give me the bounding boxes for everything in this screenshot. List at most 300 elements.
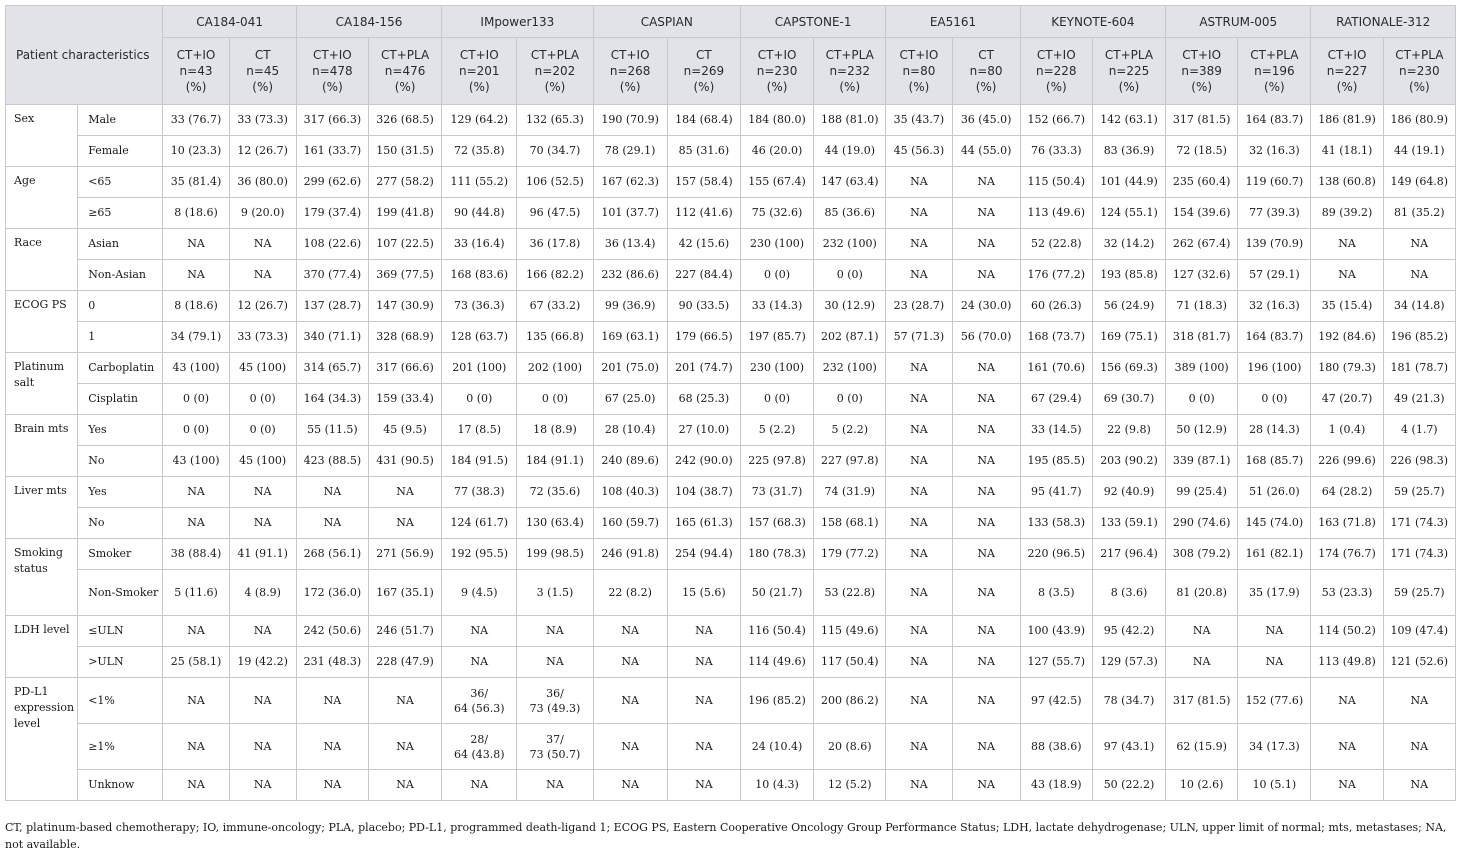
table-row	[6, 477, 1456, 508]
arm-header-line: CT+PLA	[380, 48, 430, 62]
table-row	[6, 229, 1456, 260]
table-header	[6, 6, 1456, 105]
value-cell: 179 (37.4)	[296, 198, 368, 229]
arm-header	[740, 38, 813, 105]
subcategory-label: Non-Asian	[78, 260, 163, 291]
value-cell: 53 (22.8)	[814, 570, 886, 616]
value-cell: 24 (30.0)	[952, 291, 1020, 322]
value-cell: 172 (36.0)	[296, 570, 368, 616]
value-cell: NA	[517, 647, 593, 678]
value-cell: 254 (94.4)	[667, 539, 740, 570]
value-line: 64 (43.8)	[453, 747, 505, 761]
value-cell: 107 (22.5)	[368, 229, 441, 260]
subcategory-label: <65	[78, 167, 163, 198]
arm-header	[1383, 38, 1455, 105]
value-cell: 19 (42.2)	[229, 647, 296, 678]
value-cell: 186 (81.9)	[1311, 105, 1383, 136]
value-cell: 318 (81.7)	[1166, 322, 1238, 353]
value-cell: NA	[667, 724, 740, 770]
value-cell: NA	[952, 477, 1020, 508]
value-cell: NA	[229, 616, 296, 647]
trial-header: CASPIAN	[593, 6, 740, 38]
value-cell: 115 (50.4)	[1020, 167, 1092, 198]
arm-header	[593, 38, 667, 105]
value-cell: 246 (51.7)	[368, 616, 441, 647]
value-cell: 217 (96.4)	[1092, 539, 1165, 570]
value-cell: 36 (80.0)	[229, 167, 296, 198]
value-cell: NA	[296, 477, 368, 508]
value-cell: NA	[368, 508, 441, 539]
value-cell: 69 (30.7)	[1092, 384, 1165, 415]
arm-header-line: (%)	[1191, 80, 1213, 94]
value-cell: 240 (89.6)	[593, 446, 667, 477]
value-cell: 44 (19.0)	[814, 136, 886, 167]
value-line: 36/	[470, 686, 489, 700]
value-cell: 232 (100)	[814, 353, 886, 384]
table-container	[5, 5, 1456, 801]
value-cell: NA	[1311, 678, 1383, 724]
arm-header-line: CT	[254, 48, 271, 62]
arm-header	[886, 38, 952, 105]
value-cell: NA	[667, 616, 740, 647]
value-cell: 36 (17.8)	[517, 229, 593, 260]
value-cell: 169 (75.1)	[1092, 322, 1165, 353]
value-cell: 184 (80.0)	[740, 105, 813, 136]
value-cell: 317 (66.6)	[368, 353, 441, 384]
value-cell: 81 (35.2)	[1383, 198, 1455, 229]
value-cell: NA	[1383, 229, 1455, 260]
table-row	[6, 384, 1456, 415]
value-cell: 28 (10.4)	[593, 415, 667, 446]
value-cell: 130 (63.4)	[517, 508, 593, 539]
subcategory-label: Smoker	[78, 539, 163, 570]
value-cell: 8 (3.6)	[1092, 570, 1165, 616]
value-cell: 150 (31.5)	[368, 136, 441, 167]
value-cell: NA	[886, 198, 952, 229]
value-cell: NA	[886, 229, 952, 260]
value-cell: 15 (5.6)	[667, 570, 740, 616]
value-cell: NA	[667, 770, 740, 801]
arm-header-line: n=80	[969, 64, 1003, 78]
value-cell: 228 (47.9)	[368, 647, 441, 678]
arm-header	[442, 38, 517, 105]
value-cell: 145 (74.0)	[1238, 508, 1311, 539]
value-cell: NA	[229, 724, 296, 770]
subcategory-label: Carboplatin	[78, 353, 163, 384]
value-cell: 226 (98.3)	[1383, 446, 1455, 477]
value-cell: 74 (31.9)	[814, 477, 886, 508]
value-cell: NA	[442, 616, 517, 647]
value-cell: 0 (0)	[163, 384, 229, 415]
value-cell: 158 (68.1)	[814, 508, 886, 539]
arm-header-line: CT+IO	[459, 48, 499, 62]
value-cell: 5 (2.2)	[740, 415, 813, 446]
value-cell: 30 (12.9)	[814, 291, 886, 322]
value-cell: NA	[1311, 770, 1383, 801]
value-cell: NA	[886, 647, 952, 678]
value-cell: 0 (0)	[1166, 384, 1238, 415]
arm-header-line: (%)	[975, 80, 997, 94]
value-cell: 32 (16.3)	[1238, 136, 1311, 167]
value-cell: NA	[1166, 647, 1238, 678]
table-row	[6, 322, 1456, 353]
value-cell: 314 (65.7)	[296, 353, 368, 384]
arm-header-line: (%)	[394, 80, 416, 94]
arm-header-line: CT+IO	[1182, 48, 1222, 62]
value-cell: 5 (11.6)	[163, 570, 229, 616]
arm-header-line: n=225	[1108, 64, 1150, 78]
value-cell: 200 (86.2)	[814, 678, 886, 724]
value-cell: 161 (33.7)	[296, 136, 368, 167]
value-cell: 230 (100)	[740, 353, 813, 384]
characteristic-label: Platinum salt	[6, 353, 78, 415]
arm-header-line: n=80	[902, 64, 936, 78]
value-line: 37/	[546, 732, 564, 746]
characteristic-label: Brain mts	[6, 415, 78, 477]
value-cell: 3 (1.5)	[517, 570, 593, 616]
value-cell: 227 (84.4)	[667, 260, 740, 291]
value-cell: 57 (71.3)	[886, 322, 952, 353]
value-cell: 89 (39.2)	[1311, 198, 1383, 229]
value-cell: 116 (50.4)	[740, 616, 813, 647]
value-cell: 76 (33.3)	[1020, 136, 1092, 167]
value-cell: 271 (56.9)	[368, 539, 441, 570]
value-cell: 192 (84.6)	[1311, 322, 1383, 353]
value-cell: 33 (14.3)	[740, 291, 813, 322]
trial-header: CAPSTONE-1	[740, 6, 885, 38]
value-cell: NA	[368, 477, 441, 508]
value-cell: 167 (35.1)	[368, 570, 441, 616]
value-cell: 157 (68.3)	[740, 508, 813, 539]
arm-header	[163, 38, 229, 105]
value-cell: 67 (25.0)	[593, 384, 667, 415]
value-cell: 155 (67.4)	[740, 167, 813, 198]
value-cell: 50 (12.9)	[1166, 415, 1238, 446]
trial-header: CA184-156	[296, 6, 441, 38]
arm-header-line: CT+IO	[610, 48, 650, 62]
value-cell: 0 (0)	[229, 384, 296, 415]
value-cell: 168 (85.7)	[1238, 446, 1311, 477]
table-row	[6, 446, 1456, 477]
value-cell: 202 (87.1)	[814, 322, 886, 353]
value-cell: 10 (23.3)	[163, 136, 229, 167]
value-cell: NA	[229, 678, 296, 724]
value-cell: 60 (26.3)	[1020, 291, 1092, 322]
value-cell: NA	[952, 647, 1020, 678]
arm-header-line: n=201	[458, 64, 500, 78]
value-cell: NA	[1311, 724, 1383, 770]
value-cell: 112 (41.6)	[667, 198, 740, 229]
value-cell: 167 (62.3)	[593, 167, 667, 198]
arm-header-line: CT+PLA	[825, 48, 874, 62]
value-cell: 85 (36.6)	[814, 198, 886, 229]
value-cell: 199 (98.5)	[517, 539, 593, 570]
value-cell: 192 (95.5)	[442, 539, 517, 570]
value-cell: 12 (26.7)	[229, 136, 296, 167]
value-cell: NA	[952, 384, 1020, 415]
value-cell: 160 (59.7)	[593, 508, 667, 539]
value-cell: 0 (0)	[740, 260, 813, 291]
value-cell: 164 (83.7)	[1238, 105, 1311, 136]
characteristic-label: Age	[6, 167, 78, 229]
value-cell: NA	[667, 678, 740, 724]
value-cell: 0 (0)	[229, 415, 296, 446]
value-cell: 196 (85.2)	[740, 678, 813, 724]
value-cell: NA	[952, 198, 1020, 229]
table-row	[6, 198, 1456, 229]
value-cell: 201 (74.7)	[667, 353, 740, 384]
value-cell: 4 (1.7)	[1383, 415, 1455, 446]
value-cell: NA	[886, 770, 952, 801]
value-cell: 226 (99.6)	[1311, 446, 1383, 477]
value-cell: 51 (26.0)	[1238, 477, 1311, 508]
value-cell: 235 (60.4)	[1166, 167, 1238, 198]
value-cell: 10 (2.6)	[1166, 770, 1238, 801]
value-cell: NA	[886, 167, 952, 198]
value-cell: NA	[886, 477, 952, 508]
table-row	[6, 260, 1456, 291]
arm-header	[1311, 38, 1383, 105]
value-cell: NA	[1166, 616, 1238, 647]
value-cell: 72 (18.5)	[1166, 136, 1238, 167]
value-cell: 41 (91.1)	[229, 539, 296, 570]
value-cell: 168 (83.6)	[442, 260, 517, 291]
subcategory-label: Asian	[78, 229, 163, 260]
arm-header	[952, 38, 1020, 105]
value-cell: 97 (43.1)	[1092, 724, 1165, 770]
value-cell: 137 (28.7)	[296, 291, 368, 322]
value-cell: 127 (55.7)	[1020, 647, 1092, 678]
value-cell: 95 (41.7)	[1020, 477, 1092, 508]
value-cell: 56 (24.9)	[1092, 291, 1165, 322]
table-row	[6, 291, 1456, 322]
value-cell: 67 (29.4)	[1020, 384, 1092, 415]
value-cell: NA	[952, 508, 1020, 539]
value-cell: NA	[952, 446, 1020, 477]
value-cell: 33 (73.3)	[229, 322, 296, 353]
value-cell: 101 (37.7)	[593, 198, 667, 229]
value-cell: 220 (96.5)	[1020, 539, 1092, 570]
value-cell: 370 (77.4)	[296, 260, 368, 291]
value-cell: 135 (66.8)	[517, 322, 593, 353]
value-cell: 171 (74.3)	[1383, 539, 1455, 570]
value-cell: 277 (58.2)	[368, 167, 441, 198]
subcategory-label: <1%	[78, 678, 163, 724]
arm-header-line: n=232	[829, 64, 871, 78]
value-cell: 196 (85.2)	[1383, 322, 1455, 353]
value-cell: 17 (8.5)	[442, 415, 517, 446]
value-cell: 180 (78.3)	[740, 539, 813, 570]
value-cell: 68 (25.3)	[667, 384, 740, 415]
value-cell: 232 (100)	[814, 229, 886, 260]
value-cell: 193 (85.8)	[1092, 260, 1165, 291]
table-row	[6, 570, 1456, 616]
value-cell: 0 (0)	[740, 384, 813, 415]
value-cell: NA	[442, 647, 517, 678]
arm-header-line: (%)	[839, 80, 861, 94]
arm-header-line: CT+IO	[899, 48, 939, 62]
value-cell: 188 (81.0)	[814, 105, 886, 136]
value-cell: NA	[952, 570, 1020, 616]
subcategory-label: Non-Smoker	[78, 570, 163, 616]
value-cell: 129 (57.3)	[1092, 647, 1165, 678]
value-cell: 152 (66.7)	[1020, 105, 1092, 136]
value-cell: NA	[886, 384, 952, 415]
arm-header	[667, 38, 740, 105]
value-cell: 154 (39.6)	[1166, 198, 1238, 229]
value-cell: NA	[1238, 616, 1311, 647]
value-cell: 43 (100)	[163, 446, 229, 477]
value-cell: 77 (38.3)	[442, 477, 517, 508]
table-row	[6, 678, 1456, 724]
value-cell	[517, 678, 593, 724]
value-cell: NA	[593, 678, 667, 724]
value-cell: 109 (47.4)	[1383, 616, 1455, 647]
value-cell: 199 (41.8)	[368, 198, 441, 229]
value-cell: 203 (90.2)	[1092, 446, 1165, 477]
value-cell: 96 (47.5)	[517, 198, 593, 229]
value-cell: NA	[163, 616, 229, 647]
arm-header-line: n=45	[246, 64, 280, 78]
value-cell: NA	[163, 260, 229, 291]
value-cell: 299 (62.6)	[296, 167, 368, 198]
characteristic-label: Smoking status	[6, 539, 78, 616]
value-cell: 113 (49.8)	[1311, 647, 1383, 678]
arm-header-line: (%)	[1263, 80, 1285, 94]
value-cell: 18 (8.9)	[517, 415, 593, 446]
value-cell: NA	[667, 647, 740, 678]
value-line: 36/	[546, 686, 564, 700]
arm-header-line: (%)	[544, 80, 566, 94]
value-cell: 24 (10.4)	[740, 724, 813, 770]
value-cell: 0 (0)	[1238, 384, 1311, 415]
value-cell: NA	[886, 415, 952, 446]
trial-header: KEYNOTE-604	[1020, 6, 1165, 38]
value-cell: NA	[368, 770, 441, 801]
arm-header	[517, 38, 593, 105]
table-row	[6, 724, 1456, 770]
value-cell: 184 (91.5)	[442, 446, 517, 477]
value-cell: 195 (85.5)	[1020, 446, 1092, 477]
value-cell: 246 (91.8)	[593, 539, 667, 570]
value-cell: 35 (17.9)	[1238, 570, 1311, 616]
subcategory-label: Yes	[78, 415, 163, 446]
value-cell: NA	[1383, 724, 1455, 770]
value-cell: NA	[1383, 770, 1455, 801]
value-cell: 262 (67.4)	[1166, 229, 1238, 260]
value-cell: 35 (15.4)	[1311, 291, 1383, 322]
value-cell: NA	[952, 229, 1020, 260]
arm-header-line: CT+PLA	[1250, 48, 1299, 62]
value-cell: 268 (56.1)	[296, 539, 368, 570]
value-cell: 12 (5.2)	[814, 770, 886, 801]
value-cell: 50 (22.2)	[1092, 770, 1165, 801]
arm-header	[368, 38, 441, 105]
arm-header-line: n=43	[179, 64, 213, 78]
value-cell: NA	[886, 508, 952, 539]
value-cell: 161 (82.1)	[1238, 539, 1311, 570]
value-cell: 164 (83.7)	[1238, 322, 1311, 353]
value-cell: 0 (0)	[163, 415, 229, 446]
value-cell: NA	[229, 229, 296, 260]
value-cell: 50 (21.7)	[740, 570, 813, 616]
value-cell: 179 (66.5)	[667, 322, 740, 353]
value-cell: NA	[296, 770, 368, 801]
value-cell: 33 (14.5)	[1020, 415, 1092, 446]
value-cell: NA	[593, 647, 667, 678]
value-cell: 22 (8.2)	[593, 570, 667, 616]
value-cell: 139 (70.9)	[1238, 229, 1311, 260]
value-cell: 201 (75.0)	[593, 353, 667, 384]
subcategory-label: ≥65	[78, 198, 163, 229]
arm-header-line: CT+IO	[757, 48, 797, 62]
value-cell: 108 (22.6)	[296, 229, 368, 260]
table-row	[6, 616, 1456, 647]
value-cell: 45 (56.3)	[886, 136, 952, 167]
value-cell: 231 (48.3)	[296, 647, 368, 678]
value-cell: 100 (43.9)	[1020, 616, 1092, 647]
value-cell: NA	[886, 446, 952, 477]
value-cell: 70 (34.7)	[517, 136, 593, 167]
value-cell: 159 (33.4)	[368, 384, 441, 415]
value-cell: NA	[1311, 229, 1383, 260]
value-cell: 132 (65.3)	[517, 105, 593, 136]
value-cell: NA	[886, 539, 952, 570]
value-cell: 47 (20.7)	[1311, 384, 1383, 415]
value-cell: 25 (58.1)	[163, 647, 229, 678]
arm-header-line: CT+PLA	[1104, 48, 1154, 62]
value-cell: NA	[296, 678, 368, 724]
value-cell: 197 (85.7)	[740, 322, 813, 353]
value-cell: 121 (52.6)	[1383, 647, 1455, 678]
characteristic-label: ECOG PS	[6, 291, 78, 353]
value-cell: 34 (17.3)	[1238, 724, 1311, 770]
value-cell: 55 (11.5)	[296, 415, 368, 446]
value-cell: 92 (40.9)	[1092, 477, 1165, 508]
arm-header	[1020, 38, 1092, 105]
table-row	[6, 353, 1456, 384]
value-cell: NA	[952, 724, 1020, 770]
value-cell: NA	[952, 539, 1020, 570]
value-cell: 169 (63.1)	[593, 322, 667, 353]
value-cell: NA	[368, 678, 441, 724]
value-cell: 62 (15.9)	[1166, 724, 1238, 770]
value-cell: NA	[1383, 678, 1455, 724]
arm-header-line: CT+PLA	[1395, 48, 1444, 62]
arm-header-line: (%)	[252, 80, 274, 94]
arm-header-line: n=196	[1254, 64, 1295, 78]
value-cell: NA	[952, 770, 1020, 801]
value-cell: 88 (38.6)	[1020, 724, 1092, 770]
arm-header-line: CT+PLA	[530, 48, 580, 62]
value-cell: NA	[952, 616, 1020, 647]
value-cell: 35 (81.4)	[163, 167, 229, 198]
value-cell: 22 (9.8)	[1092, 415, 1165, 446]
value-cell: NA	[593, 770, 667, 801]
subcategory-label: Female	[78, 136, 163, 167]
value-cell: 43 (100)	[163, 353, 229, 384]
value-cell: 0 (0)	[517, 384, 593, 415]
arm-header-line: n=230	[1399, 64, 1440, 78]
value-cell: 78 (34.7)	[1092, 678, 1165, 724]
value-cell: 49 (21.3)	[1383, 384, 1455, 415]
value-cell: 97 (42.5)	[1020, 678, 1092, 724]
arm-header-line: (%)	[908, 80, 930, 94]
arm-header-line: CT+IO	[176, 48, 216, 62]
characteristic-label: Liver mts	[6, 477, 78, 539]
arm-header-line: (%)	[693, 80, 715, 94]
arm-header-line: (%)	[321, 80, 343, 94]
